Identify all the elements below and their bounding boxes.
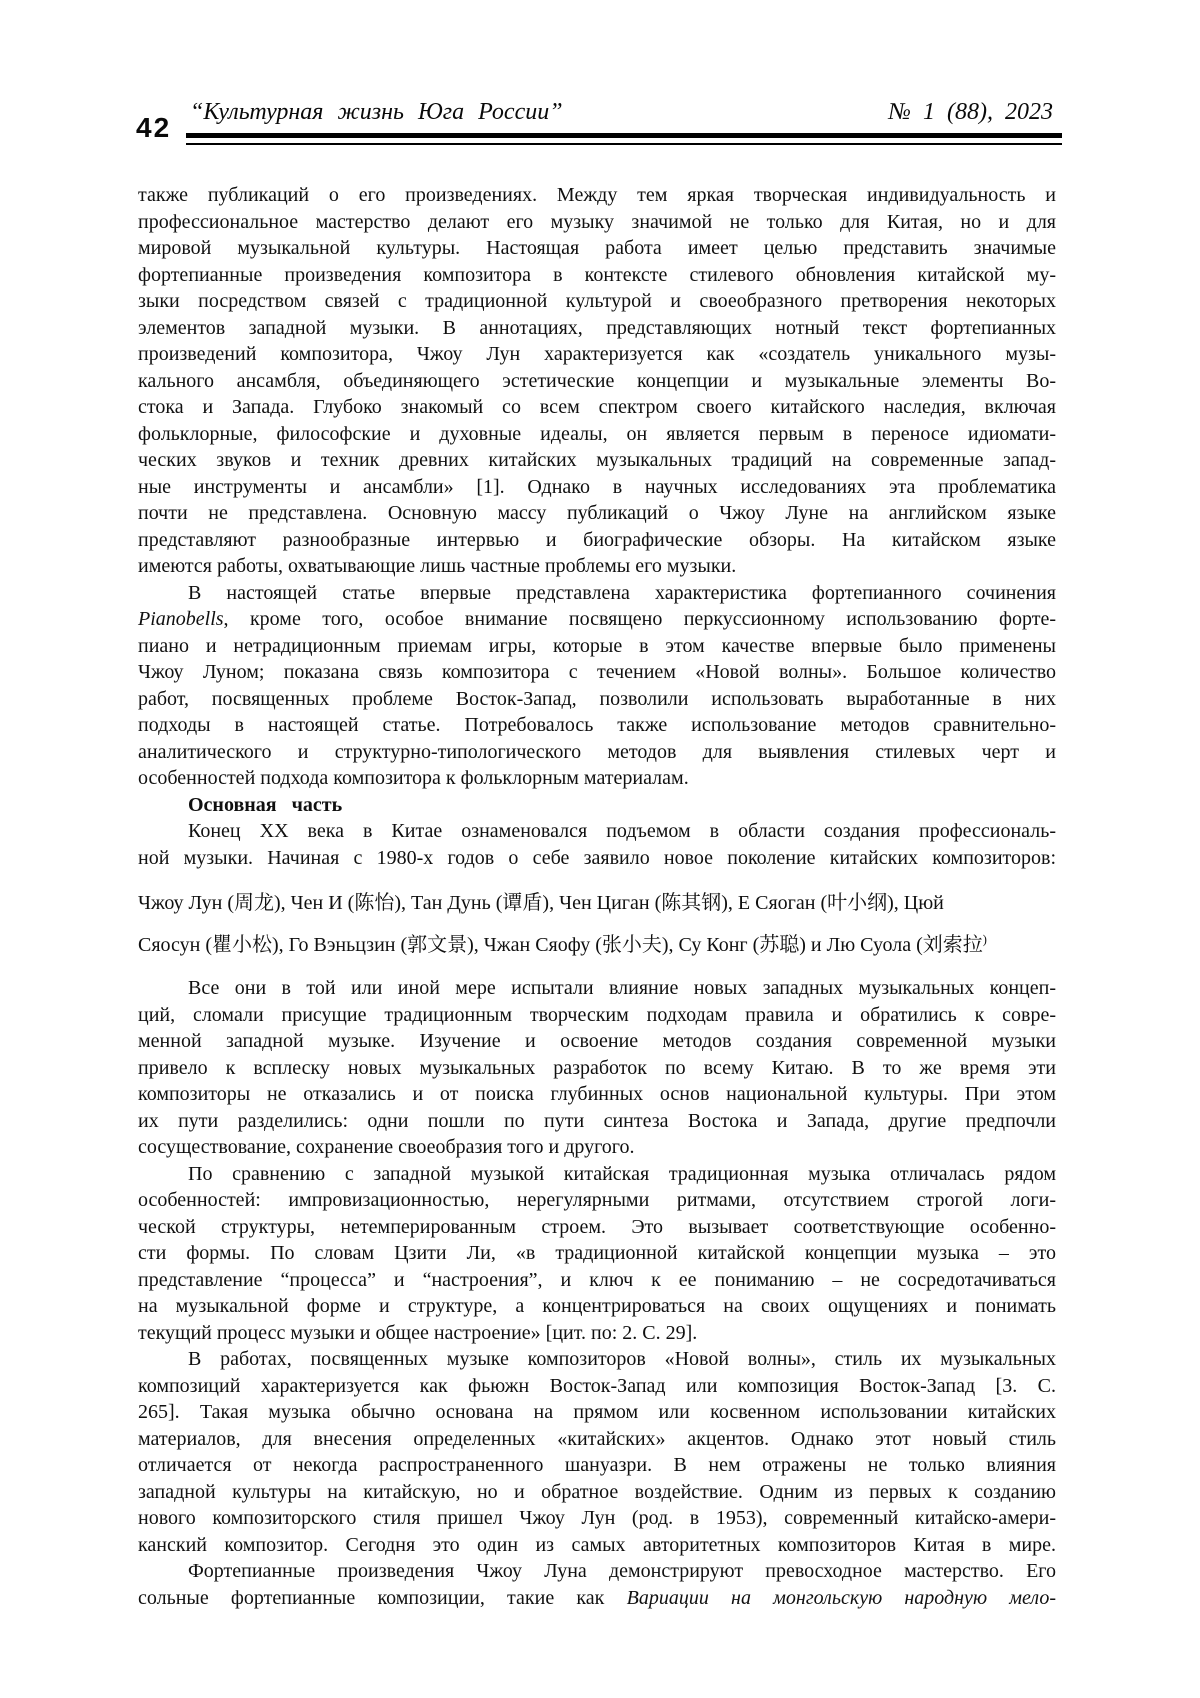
text-line: [138, 1505, 1056, 1532]
text-run: их пути разделились: одни пошли по пути синтеза Востока и Запада, другие предпочли: [138, 1109, 1056, 1132]
text-line: [138, 1585, 1056, 1612]
text-line: [138, 818, 1056, 845]
paragraph-1: [138, 182, 1056, 580]
text-run: 265]. Такая музыка обычно основана на прямом или косвенном использовании китайских: [138, 1401, 1056, 1423]
text-run: особенностей: импровизационностью, нерегулярными ритмами, отсутствием строгой логи-: [138, 1189, 1056, 1211]
superscript-run: ): [982, 932, 987, 947]
text-run: привело к всплеску новых музыкальных разработок по всему Китаю. В то же время эти: [138, 1056, 1056, 1079]
text-line: [138, 792, 1056, 819]
text-run: зыки посредством связей с традиционной культурой и своеобразного претворения некоторых: [138, 290, 1056, 312]
text-line: [138, 421, 1056, 448]
text-run: фортепианные произведения композитора в контексте стилевого обновления китайской му-: [138, 263, 1056, 286]
issue-info: № 1 (88), 2023: [888, 99, 1053, 125]
text-line: [138, 1399, 1056, 1426]
text-run: особенностей подхода композитора к фольклорным материалам.: [138, 767, 689, 789]
text-run: элементов западной музыки. В аннотациях, представляющих нотный текст фортепианных: [138, 316, 1056, 339]
text-run: имеются работы, охватывающие лишь частные проблемы его музыки.: [138, 555, 737, 577]
text-run: ные инструменты и ансамбли» [1]. Однако в научных исследованиях эта проблематика: [138, 475, 1056, 498]
text-run: профессиональное мастерство делают его музыку значимой не только для Китая, но и для: [138, 210, 1056, 233]
header-rule-thin: [186, 143, 1062, 145]
text-run: подходы в настоящей статье. Потребовалось также использование методов сравнительно-: [138, 714, 1056, 736]
text-line: [138, 1293, 1056, 1320]
text-run: канский композитор. Сегодня это один из самых авторитетных композиторов Китая в мире.: [138, 1533, 1056, 1556]
text-line: [138, 1267, 1056, 1294]
text-run: отличается от некогда распространенного шануазри. В нем отражены не только влияния: [138, 1454, 1056, 1476]
text-run: сосуществование, сохранение своеобразия того и другого.: [138, 1136, 635, 1158]
paragraph-7: [138, 1558, 1056, 1611]
text-run: композиций характеризуется как фьюжн Восток-Запад или композиция Восток-Запад [3. С.: [138, 1374, 1056, 1397]
text-line: [138, 262, 1056, 289]
text-line: [138, 1240, 1056, 1267]
text-run: мировой музыкальной культуры. Настоящая работа имеет целью представить значимые: [138, 237, 1056, 259]
text-run: ческой структуры, нетемперированным строем. Это вызывает соответствующие особенно-: [138, 1215, 1056, 1238]
text-run: Конец XX века в Китае ознаменовался подъемом в области создания профессиональ-: [188, 820, 1056, 842]
text-run: менной западной музыке. Изучение и освоение методов создания современной музыки: [138, 1030, 1056, 1052]
text-line: [138, 882, 1056, 924]
paragraph-6: [138, 1346, 1056, 1558]
text-line: [138, 1558, 1056, 1585]
text-run: пиано и нетрадиционным приемам игры, которые в этом качестве впервые было применены: [138, 634, 1056, 657]
text-run: представляют разнообразные интервью и биографические обзоры. На китайском языке: [138, 528, 1056, 551]
text-run: нового композиторского стиля пришел Чжоу Лун (род. в 1953), современный китайско-амери-: [138, 1507, 1056, 1529]
text-run: Чжоу Лун (周龙), Чен И (陈怡), Тан Дунь (谭盾), Чен Циган (陈其钢), Е Сяоган (叶小纲), Цюй: [138, 892, 944, 914]
text-run: В настоящей статье впервые представлена характеристика фортепианного сочинения: [188, 581, 1056, 604]
text-run: материалов, для внесения определенных «китайских» акцентов. Однако этот новый стиль: [138, 1427, 1056, 1450]
text-run: , кроме того, особое внимание посвящено перкуссионному использованию форте-: [223, 608, 1056, 630]
text-line: [138, 633, 1056, 660]
text-run: Все они в той или иной мере испытали влияние новых западных музыкальных концеп-: [188, 977, 1056, 999]
text-line: [138, 1134, 1056, 1161]
text-run: Чжоу Луном; показана связь композитора с течением «Новой волны». Большое количество: [138, 661, 1056, 683]
text-line: [138, 606, 1056, 633]
text-run: работ, посвященных проблеме Восток-Запад, позволили использовать выработанные в них: [138, 687, 1056, 710]
bold-run: Основная часть: [188, 793, 343, 816]
paragraph-3: [138, 818, 1056, 871]
text-run: также публикаций о его произведениях. Между тем яркая творческая индивидуальность и: [138, 184, 1056, 206]
text-line: [138, 686, 1056, 713]
italic-run: Вариации на монгольскую народную мело-: [626, 1586, 1057, 1609]
text-line: [138, 315, 1056, 342]
text-line: [138, 1028, 1056, 1055]
text-line: [138, 659, 1056, 686]
text-line: [138, 182, 1056, 209]
text-line: [138, 739, 1056, 766]
text-run: произведений композитора, Чжоу Лун характеризуется как «создатель уникального музы-: [138, 343, 1056, 365]
text-run: ческих звуков и техник древних китайских музыкальных традиций на современные запад-: [138, 449, 1056, 471]
text-run: Сяосун (瞿小松), Го Вэньцзин (郭文景), Чжан Сяофу (张小夫), Су Конг (苏聪) и Лю Суола (刘索拉: [138, 934, 983, 956]
section-heading: [138, 792, 1056, 819]
text-line: [138, 924, 1056, 966]
text-run: композиторы не отказались и от поиска глубинных основ национальной культуры. При этом: [138, 1083, 1056, 1105]
text-run: Фортепианные произведения Чжоу Луна демонстрируют превосходное мастерство. Его: [188, 1560, 1056, 1582]
text-line: [138, 1081, 1056, 1108]
text-run: западной культуры на китайскую, но и обратное воздействие. Одним из первых к созданию: [138, 1480, 1056, 1503]
text-run: сольные фортепианные композиции, такие как: [138, 1586, 627, 1609]
text-line: [138, 765, 1056, 792]
text-line: [138, 1479, 1056, 1506]
text-run: текущий процесс музыки и общее настроение» [цит. по: 2. С. 29].: [138, 1321, 698, 1344]
text-line: [138, 527, 1056, 554]
text-run: аналитического и структурно-типологического методов для выявления стилевых черт и: [138, 740, 1056, 763]
text-run: фольклорные, философские и духовные идеалы, он является первым в переносе идиомати-: [138, 422, 1056, 445]
text-line: [138, 288, 1056, 315]
text-line: [138, 1532, 1056, 1559]
text-line: [138, 1426, 1056, 1453]
text-line: [138, 1055, 1056, 1082]
text-line: [138, 500, 1056, 527]
text-line: [138, 1320, 1056, 1347]
text-run: сти формы. По словам Цзити Ли, «в традиционной китайской концепции музыка – это: [138, 1242, 1056, 1264]
text-line: [138, 1373, 1056, 1400]
text-run: почти не представлена. Основную массу публикаций о Чжоу Луне на английском языке: [138, 502, 1056, 524]
text-line: [138, 447, 1056, 474]
text-run: По сравнению с западной музыкой китайская традиционная музыка отличалась рядом: [188, 1162, 1056, 1185]
text-line: [138, 580, 1056, 607]
text-line: [138, 1187, 1056, 1214]
paragraph-2: [138, 580, 1056, 792]
article-body: [138, 182, 1056, 1611]
text-line: [138, 712, 1056, 739]
text-run: кального ансамбля, объединяющего эстетические концепции и музыкальные элементы Во-: [138, 369, 1056, 392]
text-line: [138, 1161, 1056, 1188]
text-line: [138, 845, 1056, 872]
text-line: [138, 209, 1056, 236]
text-line: [138, 1346, 1056, 1373]
text-run: В работах, посвященных музыке композиторов «Новой волны», стиль их музыкальных: [188, 1348, 1056, 1370]
text-line: [138, 1214, 1056, 1241]
text-line: [138, 394, 1056, 421]
text-line: [138, 975, 1056, 1002]
header-rule-thick: [186, 133, 1062, 138]
text-line: [138, 1108, 1056, 1135]
paragraph-5: [138, 1161, 1056, 1347]
text-run: ной музыки. Начиная с 1980-х годов о себе заявило новое поколение китайских композиторов:: [138, 846, 1056, 869]
text-run: представление “процесса” и “настроения”, и ключ к ее пониманию – не сосредотачиваться: [138, 1268, 1056, 1291]
text-line: [138, 474, 1056, 501]
page-number: 42: [136, 112, 172, 143]
text-run: стока и Запада. Глубоко знакомый со всем спектром своего китайского наследия, включая: [138, 396, 1056, 418]
text-line: [138, 235, 1056, 262]
paragraph-4: [138, 975, 1056, 1161]
names-block: [138, 882, 1056, 966]
journal-title: “Культурная жизнь Юга России”: [190, 99, 563, 125]
text-line: [138, 1002, 1056, 1029]
text-run: на музыкальной форме и структуре, а концентрироваться на своих ощущениях и понимать: [138, 1295, 1056, 1317]
text-line: [138, 1452, 1056, 1479]
text-line: [138, 341, 1056, 368]
italic-run: Pianobells: [138, 608, 224, 630]
text-run: ций, сломали присущие традиционным творческим подходам правила и обратились к совре-: [138, 1003, 1056, 1026]
text-line: [138, 553, 1056, 580]
text-line: [138, 368, 1056, 395]
